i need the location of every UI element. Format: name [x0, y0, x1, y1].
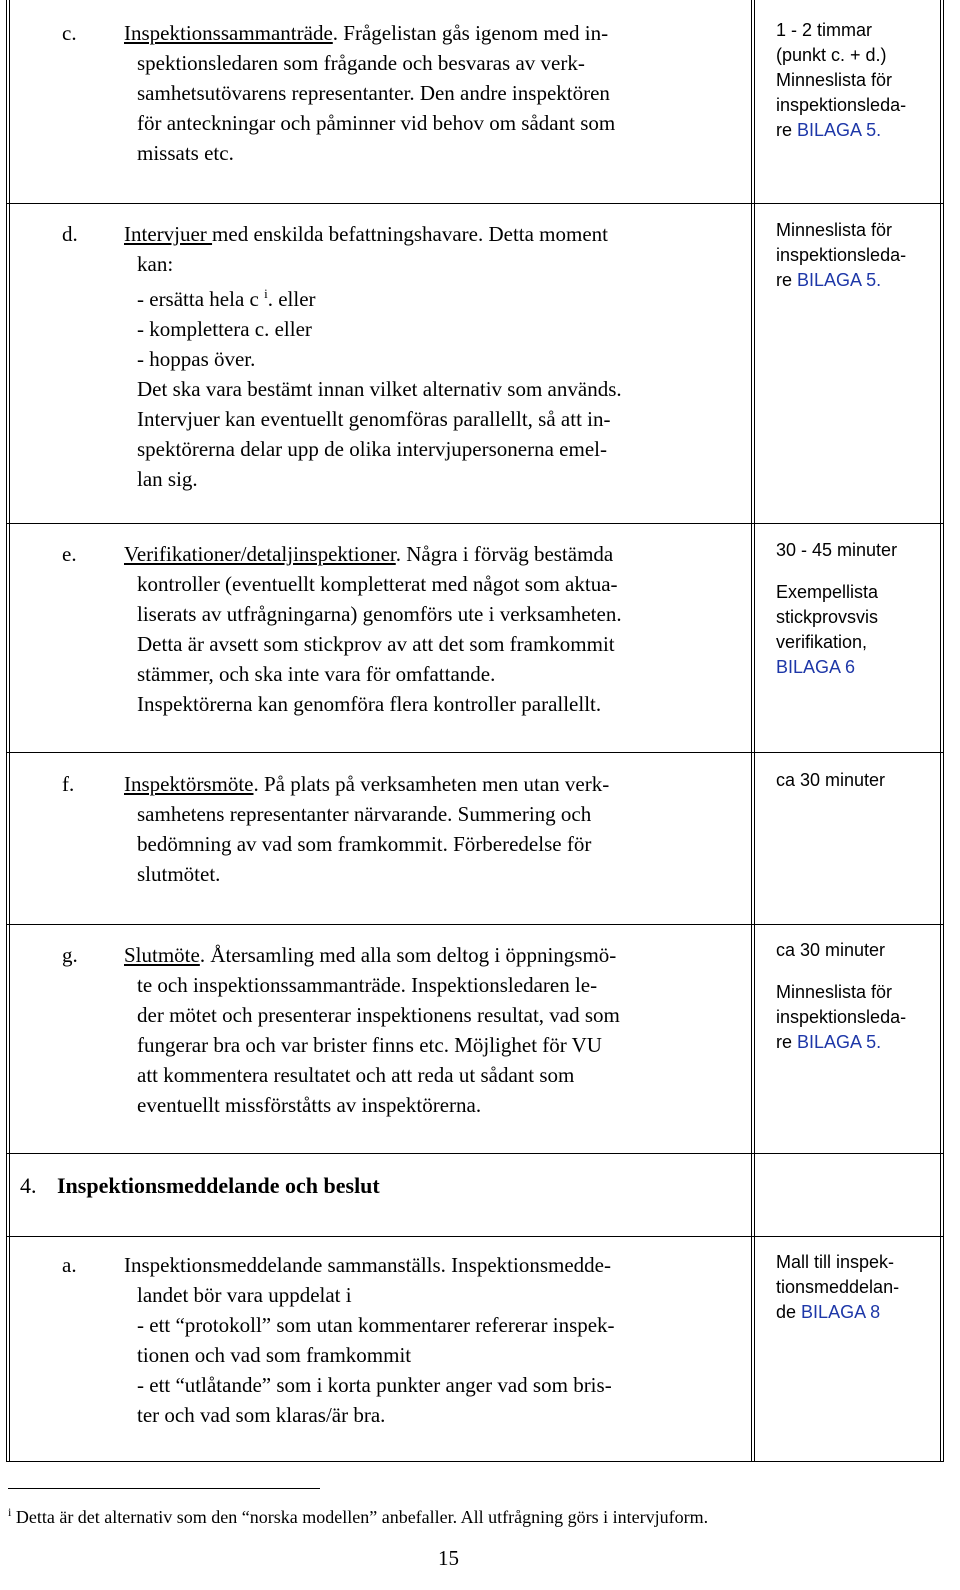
item-text-d-line4: - hoppas över. — [137, 347, 256, 371]
item-text-g-line1: te och inspektionssammanträde. Inspektionsledaren le- — [137, 973, 598, 997]
footnote-text: Detta är det alternativ som den “norska modellen” anbefaller. All utfrågning görs i intervjuform. — [11, 1507, 709, 1527]
item-text-a — [124, 1250, 746, 1430]
item-marker-g: g. — [62, 943, 78, 967]
item-marker-a: a. — [62, 1253, 77, 1277]
notes-d-line3: re — [776, 270, 793, 290]
item-text-f-line2: bedömning av vad som framkommit. Förberedelse för — [137, 832, 592, 856]
notes-a-line2: tionsmeddelan- — [776, 1277, 900, 1297]
item-text-e-line4: stämmer, och ska inte vara för omfattande. — [137, 662, 496, 686]
item-notes-c — [776, 18, 951, 143]
item-title-c: Inspektionssammanträde — [124, 21, 333, 45]
item-text-a-line2: - ett “protokoll” som utan kommentarer refererar inspek- — [137, 1313, 615, 1337]
item-text-d-line0: med enskilda befattningshavare. Detta moment — [212, 222, 609, 246]
notes-a-line1: Mall till inspek- — [776, 1252, 895, 1272]
notes-e-line1: Exempellista — [776, 582, 879, 602]
item-text-g-line0: . Återsamling med alla som deltog i öppningsmö- — [199, 943, 617, 967]
item-title-f: Inspektörsmöte — [124, 772, 254, 796]
notes-c-line1: Minneslista för — [776, 70, 893, 90]
item-text-e-line3: Detta är avsett som stickprov av att det som framkommit — [137, 632, 615, 656]
section-number: 4. — [20, 1173, 37, 1198]
item-text-d-line6: Intervjuer kan eventuellt genomföras parallellt, så att in- — [137, 407, 611, 431]
item-text-d-line8: lan sig. — [137, 467, 198, 491]
notes-e-line2: stickprovsvis — [776, 607, 879, 627]
item-text-c — [124, 18, 746, 168]
item-text-f-line1: samhetens representanter närvarande. Summering och — [137, 802, 592, 826]
item-text-g-line4: att kommentera resultatet och att reda ut sådant som — [137, 1063, 575, 1087]
item-text-c-line3: för anteckningar och påminner vid behov om sådant som — [137, 111, 616, 135]
bilaga-link-g[interactable]: BILAGA 5. — [797, 1032, 882, 1052]
item-notes-a — [776, 1250, 951, 1325]
item-text-f-line0: . På plats på verksamheten men utan verk- — [253, 772, 610, 796]
notes-c-line3: re — [776, 120, 793, 140]
item-text-d — [124, 219, 746, 494]
item-notes-g — [776, 938, 951, 1055]
item-notes-e — [776, 538, 951, 680]
bilaga-link-e[interactable]: BILAGA 6 — [776, 657, 856, 677]
duration-c-note: (punkt c. + d.) — [776, 45, 887, 65]
duration-e: 30 - 45 minuter — [776, 540, 898, 560]
duration-f: ca 30 minuter — [776, 770, 886, 790]
item-text-g — [124, 940, 746, 1120]
footnote-ref[interactable]: i — [264, 286, 268, 301]
item-title-e: Verifikationer/detaljinspektioner — [124, 542, 396, 566]
item-text-e-line1: kontroller (eventuellt kompletterat med något som aktua- — [137, 572, 618, 596]
notes-a-line3: de — [776, 1302, 797, 1322]
item-text-d-line1: kan: — [137, 252, 174, 276]
item-text-f — [124, 769, 746, 889]
notes-d-line2: inspektionsleda- — [776, 245, 907, 265]
page-number: 15 — [438, 1546, 459, 1570]
section-title: Inspektionsmeddelande och beslut — [57, 1173, 380, 1198]
item-marker-d: d. — [62, 222, 78, 246]
item-marker-c: c. — [62, 21, 77, 45]
footnote — [8, 1500, 708, 1529]
item-text-g-line5: eventuellt missförståtts av inspektörerna. — [137, 1093, 482, 1117]
footnote-separator — [8, 1488, 320, 1489]
item-text-e-line5: Inspektörerna kan genomföra flera kontroller parallellt. — [137, 692, 602, 716]
item-notes-f — [776, 768, 951, 793]
item-text-a-line0: Inspektionsmeddelande sammanställs. Inspektionsmedde- — [124, 1253, 611, 1277]
item-title-d: Intervjuer — [124, 222, 213, 246]
item-text-c-line2: samhetsutövarens representanter. Den andre inspektören — [137, 81, 610, 105]
item-text-d-line3: - komplettera c. eller — [137, 317, 312, 341]
item-text-a-line5: ter och vad som klaras/är bra. — [137, 1403, 386, 1427]
bilaga-link-c[interactable]: BILAGA 5. — [797, 120, 882, 140]
notes-d-line1: Minneslista för — [776, 220, 893, 240]
notes-g-line2: inspektionsleda- — [776, 1007, 907, 1027]
item-text-d-line5: Det ska vara bestämt innan vilket alternativ som används. — [137, 377, 622, 401]
item-text-g-line3: fungerar bra och var brister finns etc. Möjlighet för VU — [137, 1033, 602, 1057]
item-text-d-line7: spektörerna delar upp de olika intervjupersonerna emel- — [137, 437, 607, 461]
item-text-c-line0: . Frågelistan gås igenom med in- — [332, 21, 609, 45]
footnote-mark: i — [8, 1505, 12, 1519]
item-text-g-line2: der mötet och presenterar inspektionens resultat, vad som — [137, 1003, 620, 1027]
item-text-e-line0: . Några i förväg bestämda — [395, 542, 614, 566]
notes-e-line3: verifikation, — [776, 632, 868, 652]
item-text-a-line1: landet bör vara uppdelat i — [137, 1283, 352, 1307]
item-title-g: Slutmöte — [124, 943, 200, 967]
item-marker-f: f. — [62, 772, 75, 796]
item-notes-d — [776, 218, 951, 293]
notes-g-line1: Minneslista för — [776, 982, 893, 1002]
notes-c-line2: inspektionsleda- — [776, 95, 907, 115]
item-marker-e: e. — [62, 542, 77, 566]
item-text-c-line4: missats etc. — [137, 141, 234, 165]
duration-c: 1 - 2 timmar — [776, 20, 873, 40]
duration-g: ca 30 minuter — [776, 940, 886, 960]
item-text-e — [124, 539, 746, 719]
item-text-f-line3: slutmötet. — [137, 862, 221, 886]
item-text-a-line3: tionen och vad som framkommit — [137, 1343, 412, 1367]
item-text-d-line2b: . eller — [267, 287, 316, 311]
notes-g-line3: re — [776, 1032, 793, 1052]
item-text-d-line2: - ersätta hela c — [137, 287, 265, 311]
item-text-c-line1: spektionsledaren som frågande och besvaras av verk- — [137, 51, 585, 75]
bilaga-link-a[interactable]: BILAGA 8 — [801, 1302, 881, 1322]
bilaga-link-d[interactable]: BILAGA 5. — [797, 270, 882, 290]
item-text-e-line2: liserats av utfrågningarna) genomförs ute i verksamheten. — [137, 602, 622, 626]
item-text-a-line4: - ett “utlåtande” som i korta punkter anger vad som bris- — [137, 1373, 612, 1397]
